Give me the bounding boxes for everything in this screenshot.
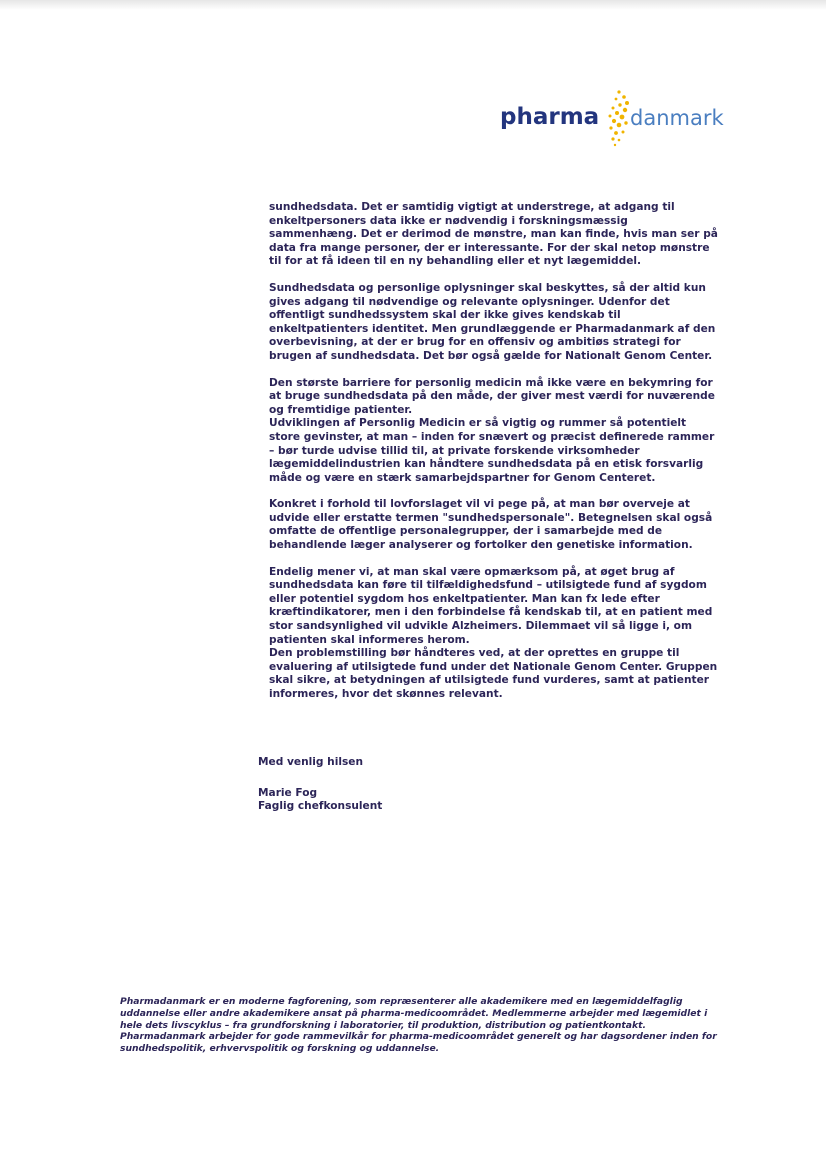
signatory-title: Faglig chefkonsulent bbox=[258, 800, 383, 813]
signatory-name: Marie Fog bbox=[258, 786, 318, 799]
letter-paragraph: Konkret i forhold til lovforslaget vil vi pege på, at man bør overveje at udvide eller erstatte termen "sundhedspersonale". Betegnelsen skal også omfatte de offentlige personalegrupper, der i samarbejde med de behandlende læger analyserer og fortolker den genetiske information. bbox=[269, 498, 713, 552]
scan-edge-shadow bbox=[0, 0, 826, 10]
logo-wordmark-danmark: danmark bbox=[630, 106, 724, 130]
closing-greeting: Med venlig hilsen bbox=[258, 756, 364, 768]
logo-dots-icon bbox=[603, 88, 633, 150]
footer-text: Pharmadanmark er en moderne fagforening, som repræsenterer alle akademikere med en lægemiddelfaglig uddannelse eller andre akademikere ansat på pharma-medicoområdet. Medlemmerne arbejder med lægemidlet i hele dets livscyklus – fra grundforskning i laboratorier, til produktion, distribution og patientkontakt. Pharmadanmark arbejder for gode rammevilkår for pharma-medicoområdet generelt og har dagsordener inden for sundhedspolitik, erhvervspolitik og forskning og uddannelse. bbox=[120, 996, 717, 1055]
letter-closing bbox=[258, 756, 558, 814]
letter-paragraph: Udviklingen af Personlig Medicin er så vigtig og rummer så potentielt store gevinster, at man – inden for snævert og præcist definerede rammer – bør turde udvise tillid til, at private forskende virksomheder lægemiddelindustrien kan håndtere sundhedsdata på en etisk forsvarlig måde og være en stærk samarbejdspartner for Genom Centeret. bbox=[269, 417, 715, 484]
letter-paragraph: sundhedsdata. Det er samtidig vigtigt at understrege, at adgang til enkeltpersoners data ikke er nødvendig i forskningsmæssig sammenhæng. Det er derimod de mønstre, man kan finde, hvis man ser på data fra mange personer, der er interessante. For der skal netop mønstre til for at få ideen til en ny behandling eller et nyt lægemiddel. bbox=[269, 201, 718, 268]
logo-wordmark-pharma: pharma bbox=[500, 104, 600, 130]
letter-paragraph: Sundhedsdata og personlige oplysninger skal beskyttes, så der altid kun gives adgang til nødvendige og relevante oplysninger. Udenfor det offentligt sundhedssystem skal der ikke gives kendskab til enkeltpatienters identitet. Men grundlæggende er Pharmadanmark af den overbevisning, at der er brug for en offensiv og ambitiøs strategi for brugen af sundhedsdata. Det bør også gælde for Nationalt Genom Center. bbox=[269, 281, 716, 362]
organization-footer bbox=[120, 996, 726, 1055]
letter-paragraph: Den største barriere for personlig medicin må ikke være en bekymring for at bruge sundhedsdata på den måde, der giver mest værdi for nuværende og fremtidige patienter. bbox=[269, 376, 715, 416]
letter-body bbox=[269, 201, 719, 715]
letter-paragraph: Den problemstilling bør håndteres ved, at der oprettes en gruppe til evaluering af utilsigtede fund under det Nationale Genom Center. Gruppen skal sikre, at betydningen af utilsigtede fund vurderes, samt at patienter informeres, hvor det skønnes relevant. bbox=[269, 647, 718, 700]
letter-paragraph: Endelig mener vi, at man skal være opmærksom på, at øget brug af sundhedsdata kan føre til tilfældighedsfund – utilsigtede fund af sygdom eller potentiel sygdom hos enkeltpatienter. Man kan fx lede efter kræftindikatorer, men i den forbindelse få kendskab til, at en patient med stor sandsynlighed vil udvikle Alzheimers. Dilemmaet vil så ligge i, om patienten skal informeres herom. bbox=[269, 565, 713, 646]
pharmadanmark-logo bbox=[500, 88, 730, 150]
